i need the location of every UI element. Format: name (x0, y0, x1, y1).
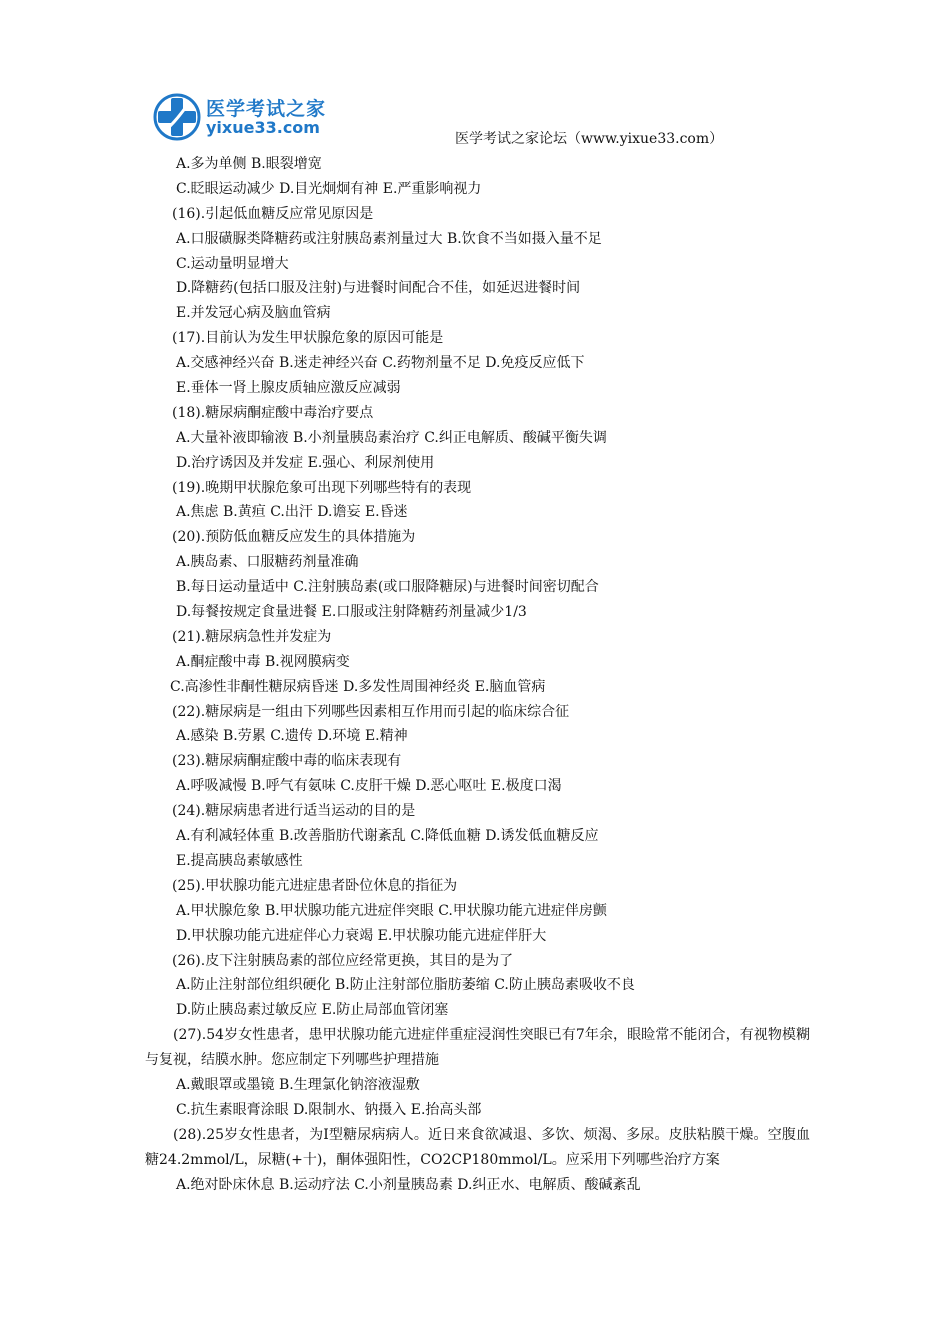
question-title: (16).引起低血糖反应常见原因是 (172, 205, 374, 222)
question-title: (17).目前认为发生甲状腺危象的原因可能是 (172, 330, 444, 347)
document-body (0, 152, 950, 1197)
text-line: E.垂体一肾上腺皮质轴应激反应减弱 (176, 380, 401, 397)
text-line: A.戴眼罩或墨镜 B.生理氯化钠溶液湿敷 (176, 1076, 420, 1093)
question-paragraph-27: (27).54岁女性患者，患甲状腺功能亢进症伴重症浸润性突眼已有7年余，眼睑常不能闭合，有视物模糊与复视，结膜水肿。您应制定下列哪些护理措施 (145, 1027, 810, 1069)
text-line: C.运动量明显增大 (176, 255, 289, 272)
text-line: B.每日运动量适中 C.注射胰岛素(或口服降糖尿)与进餐时间密切配合 (176, 579, 599, 596)
question-title: (23).糖尿病酮症酸中毒的临床表现有 (172, 753, 402, 770)
question-title: (19).晚期甲状腺危象可出现下列哪些特有的表现 (172, 479, 472, 496)
text-line: A.酮症酸中毒 B.视网膜病变 (176, 653, 350, 670)
text-line: A.交感神经兴奋 B.迷走神经兴奋 C.药物剂量不足 D.免疫反应低下 (176, 355, 585, 372)
text-line: C.抗生素眼膏涂眼 D.限制水、钠摄入 E.抬高头部 (176, 1101, 482, 1118)
question-title: (24).糖尿病患者进行适当运动的目的是 (172, 803, 416, 820)
text-line: A.口服磺脲类降糖药或注射胰岛素剂量过大 B.饮食不当如摄入量不足 (176, 230, 602, 247)
text-line: D.降糖药(包括口服及注射)与进餐时间配合不佳，如延迟进餐时间 (176, 280, 581, 297)
text-line: A.大量补液即输液 B.小剂量胰岛素治疗 C.纠正电解质、酸碱平衡失调 (176, 429, 607, 446)
question-title: (20).预防低血糖反应发生的具体措施为 (172, 529, 416, 546)
text-line: D.每餐按规定食量进餐 E.口服或注射降糖药剂量减少1/3 (176, 604, 527, 621)
question-title: (26).皮下注射胰岛素的部位应经常更换，其目的是为了 (172, 952, 514, 969)
text-line: D.甲状腺功能亢进症伴心力衰竭 E.甲状腺功能亢进症伴肝大 (176, 927, 547, 944)
question-title: (21).糖尿病急性并发症为 (172, 628, 332, 645)
text-line: A.感染 B.劳累 C.遗传 D.环境 E.精神 (176, 728, 408, 745)
logo-domain-text: yixue33.com (206, 118, 320, 137)
text-line: E.提高胰岛素敏感性 (176, 852, 303, 869)
logo-chinese-text: 医学考试之家 (206, 98, 327, 120)
header-site-title: 医学考试之家论坛（www.yixue33.com） (455, 131, 724, 147)
text-line: D.治疗诱因及并发症 E.强心、利尿剂使用 (176, 454, 435, 471)
text-line: A.胰岛素、口服糖药剂量准确 (176, 554, 359, 571)
text-line: D.防止胰岛素过敏反应 E.防止局部血管闭塞 (176, 1002, 449, 1019)
text-line: E.并发冠心病及脑血管病 (176, 305, 331, 322)
question-title: (25).甲状腺功能亢进症患者卧位休息的指征为 (172, 877, 458, 894)
text-line: C.高渗性非酮性糖尿病昏迷 D.多发性周围神经炎 E.脑血管病 (170, 678, 546, 695)
question-title: (18).糖尿病酮症酸中毒治疗要点 (172, 404, 374, 421)
text-line: A.焦虑 B.黄疸 C.出汗 D.谵妄 E.昏迷 (176, 504, 408, 521)
text-line: A.绝对卧床休息 B.运动疗法 C.小剂量胰岛素 D.纠正水、电解质、酸碱紊乱 (176, 1176, 641, 1193)
text-line: A.呼吸减慢 B.呼气有氨味 C.皮肝干燥 D.恶心呕吐 E.极度口渴 (176, 778, 562, 795)
medical-cross-icon (152, 92, 202, 142)
question-title: (22).糖尿病是一组由下列哪些因素相互作用而引起的临床综合征 (172, 703, 570, 720)
text-line: C.眨眼运动减少 D.目光炯炯有神 E.严重影响视力 (176, 180, 482, 197)
text-line: A.多为单侧 B.眼裂增宽 (176, 156, 322, 172)
text-line: A.防止注射部位组织硬化 B.防止注射部位脂肪萎缩 C.防止胰岛素吸收不良 (176, 977, 635, 994)
question-paragraph-28: (28).25岁女性患者，为I型糖尿病病人。近日来食欲减退、多饮、烦渴、多尿。皮肤粘膜干燥。空腹血糖24.2mmol/L，尿糖(+十)，酮体强阳性，CO2CP180mmol/L。应采用下列哪些治疗方案 (145, 1126, 810, 1168)
text-line: A.有利减轻体重 B.改善脂肪代谢紊乱 C.降低血糖 D.诱发低血糖反应 (176, 828, 599, 845)
text-line: A.甲状腺危象 B.甲状腺功能亢进症伴突眼 C.甲状腺功能亢进症伴房颤 (176, 902, 607, 919)
site-logo[interactable] (152, 92, 342, 144)
